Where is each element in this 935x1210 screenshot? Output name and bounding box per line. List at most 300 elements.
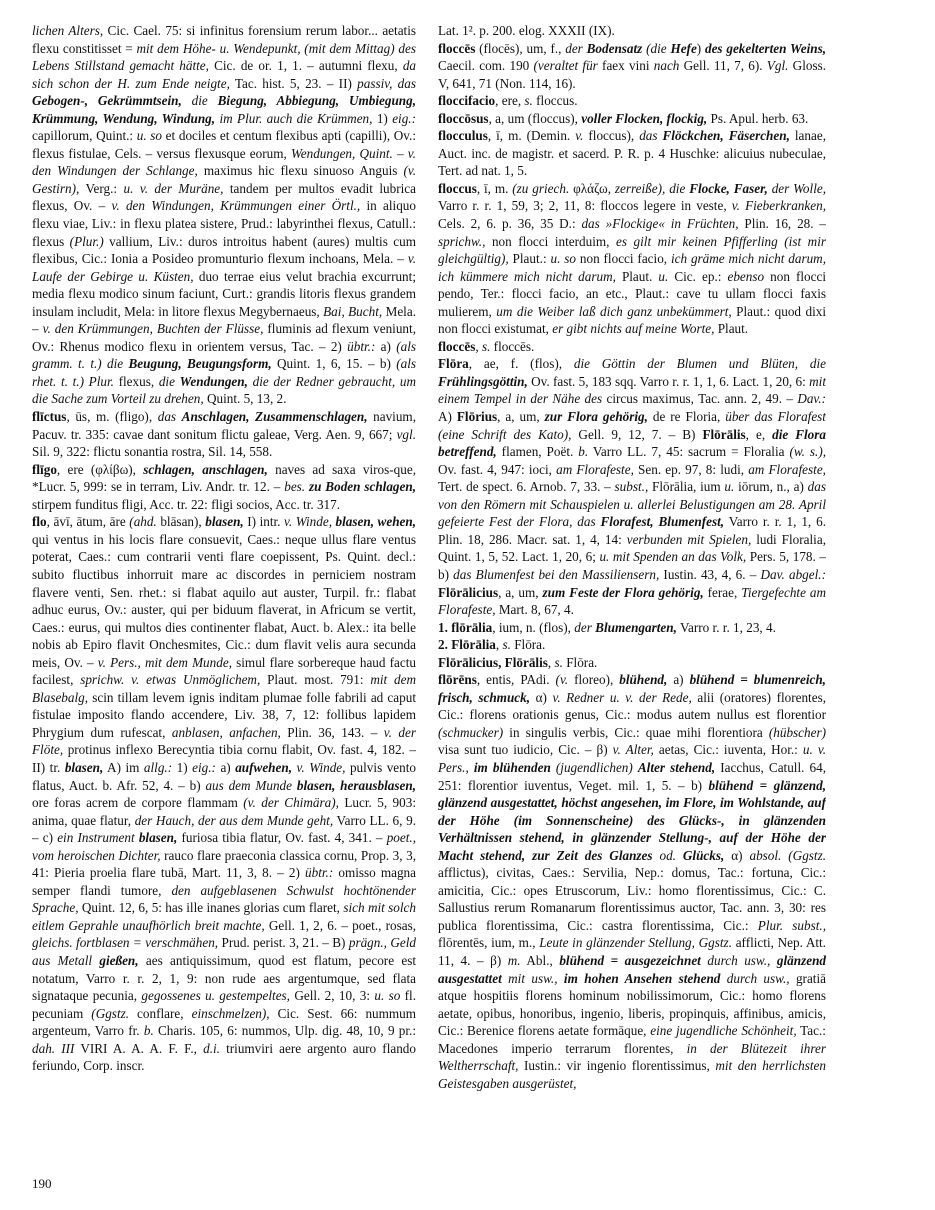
entry-text-run: alii (oratores) florentes, Cic.: florens orationis genus, Cic.: modus autem nullus est florentior xyxy=(438,689,826,723)
dictionary-entry xyxy=(438,110,826,128)
entry-text-run: v. Laufe der Gebirge u. Küsten, xyxy=(32,251,416,284)
entry-text-run: mit einem Tempel in der Nähe des xyxy=(438,373,826,407)
entry-text-run: conflare, xyxy=(129,1005,192,1021)
entry-text-run: Plaut. xyxy=(615,268,659,284)
entry-text-run: Tert. de spect. 6. Arnob. 7, 33. – xyxy=(438,479,615,495)
entry-text-run: Quint. 12, 6, 5: has ille inanes glorias cum flaret, xyxy=(78,900,344,916)
entry-text-run: , xyxy=(495,637,503,653)
entry-text-run: u. xyxy=(724,479,735,495)
dictionary-entry xyxy=(438,92,826,110)
entry-text-run: Flōra. xyxy=(562,654,598,670)
entry-text-run: da sich schon der H. zum Ende neigte, xyxy=(32,58,416,91)
entry-text-run: Verg.: xyxy=(79,180,124,196)
entry-text-run: blühend = glänzend, glänzend ausgestattet, höchst angesehen, im Flore, im Wohlstande, auf der Höhe (im Sonnenscheine) des Glücks-, in glänzenden Verhältnissen stehend, in glänzender Stellung-, auf der Höhe der Macht stehend, zur Zeit des Glanzes xyxy=(438,777,826,863)
entry-text-run: α) xyxy=(530,689,553,705)
entry-text-run: Flōrālicius xyxy=(438,584,499,600)
entry-text-run: v. den Krümmungen, Buchten der Flüsse, xyxy=(42,321,264,337)
entry-text-run: Cic. ep.: xyxy=(668,268,728,284)
entry-headword: Flōra xyxy=(438,356,469,372)
entry-text-run: Ov. fast. 4, 947: ioci, xyxy=(438,461,557,477)
entry-text-run: Tac.: Macedones imperio terrarum florentes, xyxy=(438,1023,826,1056)
entry-text-run: , a, um (floccus), xyxy=(488,110,582,126)
entry-text-run: duo terrae eius velut brachia excurrunt; media flexu modico sinum faciunt, Curt.: grandis litoris flexus grandem insulam includit, Mela: in litore flexus Megybernaeus, xyxy=(32,268,416,319)
left-column xyxy=(32,22,416,1177)
entry-text-run: flexus, xyxy=(113,373,159,389)
entry-text-run: aus dem Munde xyxy=(205,777,293,793)
entry-headword: flōrēns xyxy=(438,672,477,688)
entry-text-run: blühend = ausgezeichnet xyxy=(559,952,701,968)
entry-text-run: (Ggstz. xyxy=(91,1005,130,1021)
entry-text-run: (ahd. xyxy=(129,514,157,530)
entry-text-run: er gibt nichts auf meine Worte, xyxy=(552,321,715,337)
entry-text-run: blasen, xyxy=(205,514,244,530)
entry-text-run: Flōrālia, ium xyxy=(648,479,725,495)
entry-text-run: rauco flare praeconia classica cornu, Prop. 3, 3, 41: Pieria proelia flare tubā, Mart. 11, 3, 8. – 2) xyxy=(32,847,416,881)
entry-text-run: fl. pecuniam xyxy=(32,988,416,1021)
entry-text-run: blasen, wehen, xyxy=(335,514,416,530)
entry-text-run: Cic. Cael. 75: si infinitus forensium rerum labor... aetatis flexu constitisset = xyxy=(32,23,416,56)
entry-text-run: durch usw., xyxy=(726,970,790,986)
entry-text-run: das xyxy=(639,128,658,144)
entry-text-run: , a, um, xyxy=(498,584,543,600)
entry-text-run: VIRI A. A. A. F. F., xyxy=(74,1040,204,1056)
entry-text-run: Plin. 36, 143. – xyxy=(280,724,384,740)
entry-text-run: die der Redner gebraucht, um die Sache zum Vorteil zu drehen, xyxy=(32,373,416,407)
entry-text-run: lanae, Auct. inc. de magistr. et sacerd. P. R. p. 4 Huschke: alicuius nubeculae, Tert. ad nat. 1, 5. xyxy=(438,128,826,179)
entry-text-run: Plaut.: xyxy=(508,251,551,267)
entry-text-run: das Blumenfest bei den Massiliensern, xyxy=(453,566,660,582)
entry-text-run: vgl. xyxy=(396,426,416,442)
entry-text-run: Gloss. V, 641, 71 (Non. 114, 16). xyxy=(438,58,826,91)
entry-headword: floccus xyxy=(438,180,477,196)
entry-text-run: Hefe xyxy=(670,40,697,56)
entry-text-run: furiosa tibia flatur, Ov. fast. 4, 341. – xyxy=(177,830,387,846)
entry-text-run: glänzend ausgestattet xyxy=(438,952,826,986)
entry-text-run: gleichs. fortblasen = verschmähen, xyxy=(32,935,219,951)
entry-text-run: v. Redner u. v. der Rede, xyxy=(552,689,692,705)
entry-text-run: Leute in glänzender Stellung, Ggstz. xyxy=(539,935,732,951)
entry-text-run: v. xyxy=(575,128,584,144)
entry-text-run: faex vini xyxy=(597,58,654,74)
entry-text-run: (schmucker) xyxy=(438,724,504,740)
entry-text-run: blasen, xyxy=(138,830,178,846)
entry-text-run: Vgl. xyxy=(766,58,789,74)
entry-text-run: verbunden mit Spielen, xyxy=(626,531,752,547)
entry-text-run: Quint. 5, 13, 2. xyxy=(203,391,287,407)
entry-text-run: aes antiquissimum, quod est flatum, pecore est notatum, Varro r. r. 2, 1, 9: non rude aes argentumque, sed flata signataque pecunia, xyxy=(32,952,416,1004)
entry-text-run: passiv, das xyxy=(357,75,416,91)
entry-headword: floccifacio xyxy=(438,93,496,109)
entry-text-run: Bodensatz xyxy=(586,40,643,56)
entry-text-run: protinus inflexo Berecyntia tibia cornu flabit, Ov. fast. 4, 182. – II) tr. xyxy=(32,742,416,775)
entry-text-run: Mart. 8, 67, 4. xyxy=(495,602,574,618)
entry-headword: Flōrālicius, Flōrālis xyxy=(438,654,548,670)
entry-text-run: , ī, m. xyxy=(476,180,513,196)
entry-text-run: (veraltet für xyxy=(533,58,598,74)
dictionary-entry xyxy=(438,636,826,654)
entry-text-run: Plaut.: quod dixi non flocci existumat, xyxy=(438,303,826,337)
entry-text-run: qui ventus in his locis flare consuevit, Caes.: neque ullus flare ventus poterat, Caes.: cum contrarii venti flare coepissent, Ps. Quint. decl.: subito fluctibus inhorruit mare ac discordes in perniciem nostram flavere venti, Sen. rhet.: si flabat aquilo aut auster, Turpil. fr.: flabat adhuc eurus, Ov.: auster, qui per biduum flaverat, in Africum se vertit, Caes.: eurus, qui multos dies continenter flabat, Auct. b. Alex.: ita belle nobis ab Epiro flavit Onchesmites, Cic.: dum flavit velis aura secunda meis, Ov. – xyxy=(32,531,416,670)
entry-text-run: 1) xyxy=(172,759,193,775)
entry-text-run: Blumengarten, xyxy=(595,619,677,635)
entry-text-run: , ere (φλίβω), xyxy=(56,461,144,477)
entry-text-run: am Florafeste, xyxy=(748,461,826,477)
entry-text-run: Florafest, Blumenfest, xyxy=(600,514,725,530)
entry-text-run: φλάζω, xyxy=(569,180,615,196)
entry-text-run: Mela. – xyxy=(32,303,416,337)
entry-text-run: im blühenden xyxy=(473,759,551,775)
entry-text-run: , ere, xyxy=(495,93,525,109)
entry-text-run: über das Florafest (eine Schrift des Kato), xyxy=(438,409,826,442)
entry-text-run: (Plur.) xyxy=(69,233,104,249)
entry-text-run: mit dem Blasebalg, xyxy=(32,672,416,705)
entry-text-run: maximus hic flexu sinuoso Anguis xyxy=(197,163,404,179)
entry-text-run: b. xyxy=(143,1023,154,1039)
entry-text-run: a) xyxy=(215,759,236,775)
entry-headword: flo xyxy=(32,514,47,530)
entry-text-run: (die xyxy=(646,40,667,56)
entry-text-run: triumviri aere argento auro flando feriundo, Corp. inscr. xyxy=(32,1040,416,1074)
entry-text-run: naves ad saxa viros-que, *Lucr. 5, 999: se in terram, Liv. Andr. tr. 12. – xyxy=(32,461,416,495)
entry-headword: flīgo xyxy=(32,461,57,477)
entry-text-run: Pers. 5, 178. – b) xyxy=(438,549,826,582)
entry-text-run: am Florafeste, xyxy=(556,461,634,477)
entry-text-run: es gilt mir keinen Pfifferling (ist mir gleichgültig), xyxy=(438,233,826,267)
entry-text-run: Plaut. most. 791: xyxy=(260,672,371,688)
entry-text-run: subst., xyxy=(614,479,649,495)
entry-text-run: Iacchus, Catull. 64, 251: florentior iuventus, Veget. mil. 1, 5. – b) xyxy=(438,759,826,793)
entry-text-run: A) xyxy=(438,409,457,425)
entry-text-run: blühend = blumenreich, frisch, schmuck, xyxy=(438,672,826,705)
entry-text-run: b. xyxy=(578,444,589,460)
entry-text-run: Anschlagen, Zusammenschlagen, xyxy=(181,409,368,425)
entry-text-run: zerreiße), die xyxy=(614,180,686,196)
entry-headword: floccēs xyxy=(438,40,476,56)
entry-text-run: in der Blütezeit ihrer Weltherrschaft, xyxy=(438,1040,826,1074)
entry-text-run: Varro r. r. 1, 23, 4. xyxy=(676,619,776,635)
entry-text-run: im Plur. auch die Krümmen, xyxy=(219,110,373,126)
entry-text-run: (jugendlichen) xyxy=(555,759,633,775)
entry-text-run: blühend, xyxy=(619,672,668,688)
entry-text-run: (w. s.), xyxy=(789,444,826,460)
entry-text-run: 1) xyxy=(372,110,393,126)
entry-text-run: tandem per multos evadit lubrica flexus, Ov. – xyxy=(32,180,416,214)
entry-text-run: floccēs. xyxy=(490,338,535,354)
entry-text-run: , ūs, m. (fligo), xyxy=(66,409,158,425)
entry-text-run: blāsan), xyxy=(156,514,206,530)
entry-text-run: v. Winde, xyxy=(284,514,332,530)
dictionary-entry xyxy=(32,408,416,461)
entry-text-run: bes. xyxy=(284,479,306,495)
entry-text-run: u. so xyxy=(374,988,401,1004)
entry-text-run: absol. (Ggstz. xyxy=(749,847,826,863)
entry-text-run: de re Floria, xyxy=(647,409,726,425)
entry-text-run: eig.: xyxy=(392,110,416,126)
entry-text-run: aetas, Cic.: iuventa, Hor.: xyxy=(653,742,803,758)
entry-text-run: ore foras acrem de corpore flammam xyxy=(32,795,244,811)
entry-text-run: Iustin. 43, 4, 6. – xyxy=(659,566,761,582)
entry-text-run: lichen Alters, xyxy=(32,23,104,38)
entry-text-run: Abl., xyxy=(520,952,560,968)
entry-text-run: a) xyxy=(667,672,690,688)
entry-text-run: ebenso xyxy=(727,268,765,284)
entry-text-run: Biegung, Abbiegung, Umbiegung, Krümmung, Wendung, Windung, xyxy=(32,93,416,126)
entry-text-run: Sil. 9, 322: flictu sonantia rostra, Sil. 14, 558. xyxy=(32,444,273,460)
dictionary-entry xyxy=(32,22,416,408)
entry-text-run: ich gräme mich nicht darum, ich kümmere mich nicht darum, xyxy=(438,251,826,284)
entry-text-run: u. xyxy=(658,268,669,284)
entry-text-run: Varro r. r. 1, 1, 6. Plin. 18, 286. Macr. sat. 1, 4, 14: xyxy=(438,514,826,547)
entry-text-run: dah. III xyxy=(32,1040,75,1056)
dictionary-entry xyxy=(32,461,416,514)
entry-text-run: einschmelzen), xyxy=(191,1005,270,1021)
entry-text-run: (als gramm. t. t.) die xyxy=(32,338,416,372)
entry-text-run: prägn., Geld aus Metall xyxy=(32,935,416,968)
entry-text-run: Flōrālis xyxy=(702,426,746,442)
entry-text-run: a) xyxy=(375,338,397,354)
entry-text-run: pulvis vento flatus, Auct. b. Afr. 52, 4. – b) xyxy=(32,759,416,793)
entry-text-run: s. xyxy=(481,338,491,354)
entry-text-run: ludi Floralia, Quint. 1, 5, 52. Lact. 1, 20, 6; xyxy=(438,531,826,565)
entry-text-run: Gell. 11, 7, 6). xyxy=(679,58,767,74)
entry-text-run: zur Flora gehörig, xyxy=(544,409,648,425)
entry-text-run: Flōra. xyxy=(510,637,546,653)
entry-text-run: navium, Pacuv. tr. 335: cavae dant sonitum flictu galeae, Verg. Aen. 9, 667; xyxy=(32,409,416,442)
entry-text-run: zu Boden schlagen, xyxy=(308,479,416,495)
entry-text-run: Lat. 1². p. 200. elog. XXXII (IX). xyxy=(438,23,615,38)
entry-text-run: zum Feste der Flora gehörig, xyxy=(542,584,704,600)
entry-text-run: α) xyxy=(724,847,750,863)
entry-text-run: u. so xyxy=(136,128,163,144)
dictionary-entry xyxy=(438,40,826,93)
entry-text-run: od. xyxy=(659,847,676,863)
entry-text-run: et dociles et centum flexibus apti (capilli), Ov.: flexus fistulae, Cels. – versus flexusque eorum, xyxy=(32,128,416,161)
page-number: 190 xyxy=(32,1176,52,1191)
entry-text-run: Frühlingsgöttin, xyxy=(438,373,528,389)
entry-text-run: schlagen, anschlagen, xyxy=(143,461,268,477)
entry-text-run: Sen. ep. 97, 8: ludi, xyxy=(633,461,749,477)
entry-text-run: iōrum, n., a) xyxy=(734,479,808,495)
dictionary-entry xyxy=(438,338,826,356)
dictionary-entry xyxy=(32,513,416,1075)
entry-text-run: die Göttin der Blumen und Blüten, die xyxy=(573,356,826,372)
entry-text-run: Gebogen-, Gekrümmtsein, xyxy=(32,93,182,109)
dictionary-entry xyxy=(438,355,826,618)
entry-text-run: Gell. 9, 12, 7. – B) xyxy=(571,426,703,442)
entry-text-run: , xyxy=(547,654,555,670)
entry-text-run: Quint. 1, 6, 15. – b) xyxy=(271,356,397,372)
entry-text-run: v. den Windungen, Krümmungen einer Örtl., xyxy=(111,198,361,214)
entry-text-run: durch usw., xyxy=(707,952,771,968)
entry-text-run: nach xyxy=(653,58,680,74)
entry-text-run: aufwehen, xyxy=(235,759,292,775)
entry-text-run: , e, xyxy=(745,426,773,442)
entry-text-run: Lucr. 5, 903: anima, quae flatur, xyxy=(32,795,416,828)
entry-text-run: übtr.: xyxy=(305,865,334,881)
entry-text-run: das von den Römern mit Schauspielen u. allerlei Belustigungen am 28. April gefeierte Fest der Flora, das xyxy=(438,479,826,530)
entry-text-run: s. xyxy=(502,637,511,653)
right-column xyxy=(438,22,826,1194)
entry-text-run: stirpem funditus fligi, Acc. tr. 22: fligi socios, Acc. tr. 317. xyxy=(32,496,341,512)
entry-text-run: (v. xyxy=(555,672,569,688)
entry-text-run: in aliquo flexu viae, Liv.: in flexu platea sistere, Prud.: labyrinthei flexus, Catull.: flexus xyxy=(32,198,416,249)
entry-text-run: Wendungen, Quint. – v. den Windungen der Schlange, xyxy=(32,145,416,179)
entry-text-run: vallium, Liv.: duros introitus habent (aures) multis cum flexibus, Cic.: Ionia a Posideo promunturio flexum inchoans, Mela. – xyxy=(32,233,416,267)
entry-headword: flocculus xyxy=(438,128,488,144)
entry-text-run: Cels. 2, 6. p. 36, 35 D.: xyxy=(438,216,582,232)
entry-text-run: afflictus), civitas, Caes.: Servilia, Nep.: domus, Tac.: fortuna, Cic.: amicitia, Cic.: opes Etruscorum, Liv.: homo florentissimus, Cic.: C. Sallustius rerum Romanarum florentissimus auctor, Tac. ann. 3, 30: res publica florentissima, Cic.: castra florentissima, Cic.: xyxy=(438,865,826,933)
dictionary-entry xyxy=(438,654,826,672)
entry-text-run: Beugung, Beugungsform, xyxy=(128,356,272,372)
entry-text-run xyxy=(208,93,218,108)
entry-text-run: , āvī, ātum, āre xyxy=(46,514,130,530)
entry-text-run: Gell. 2, 10, 3: xyxy=(289,988,375,1004)
entry-headword: floccēs xyxy=(438,338,476,354)
entry-text-run: den aufgeblasenen Schwulst hochtönender Sprache, xyxy=(32,882,416,916)
entry-text-run: die xyxy=(158,373,175,389)
entry-text-run: v. der Flöte, xyxy=(32,724,416,758)
entry-text-run: circus maximus, Tac. ann. 2, 49. – xyxy=(602,391,798,407)
entry-text-run: Ov. fast. 5, 183 sqq. Varro r. r. 1, 1, 6. Lact. 1, 20, 6: xyxy=(527,373,810,389)
entry-text-run: , ae, f. (flos), xyxy=(468,356,574,372)
entry-headword: 1. flōrālia xyxy=(438,619,493,635)
entry-text-run: (v. der Chimära), xyxy=(243,795,339,811)
entry-text-run: des gekelterten Weins, xyxy=(704,40,826,56)
entry-text-run: afflicti, Nep. Att. 11, 4. – β) xyxy=(438,935,826,968)
entry-text-run: , a, um, xyxy=(497,409,545,425)
entry-text-run: Cic. Sest. 66: nummum argenteum, Varro fr. xyxy=(32,1005,416,1039)
entry-text-run: capillorum, Quint.: xyxy=(32,128,137,144)
entry-text-run: u. v. der Muräne, xyxy=(123,180,224,196)
dictionary-entry xyxy=(438,180,826,338)
entry-text-run: in singulis verbis, Cic.: quae mihi florentiora xyxy=(503,724,769,740)
entry-text-run: Glücks, xyxy=(682,847,725,863)
dictionary-entry xyxy=(438,619,826,637)
entry-text-run: der Hauch, der aus dem Munde geht, xyxy=(134,812,334,828)
entry-text-run: fluminis ad flexum veniunt, Ov.: Rhenus modico flexu in orientem versus, Tac. – 2) xyxy=(32,321,416,354)
entry-text-run: der xyxy=(574,619,592,635)
entry-text-run: , entis, PAdi. xyxy=(476,672,556,688)
entry-text-run: mit usw., xyxy=(508,970,558,986)
entry-text-run: Tac. hist. 5, 23. – II) xyxy=(229,75,358,91)
entry-text-run: gegossenes u. gestempeltes, xyxy=(141,988,290,1004)
entry-text-run: Caecil. com. 190 xyxy=(438,58,534,74)
entry-text-run: ferae, xyxy=(703,584,742,600)
entry-text-run: omisso magna semper flandi tumore, xyxy=(32,865,416,898)
entry-text-run: sich mit solch eitlem Geprahle unaufhörlich breit machte, xyxy=(32,900,416,933)
entry-text-run: , ium, n. (flos), xyxy=(492,619,575,635)
entry-text-run: gießen, xyxy=(99,952,139,968)
entry-text-run xyxy=(676,848,683,863)
dictionary-entry xyxy=(438,671,826,1092)
entry-text-run: Alter stehend, xyxy=(637,759,716,775)
entry-text-run: Prud. perist. 3, 21. – B) xyxy=(218,935,349,951)
entry-text-run: v. Fieberkranken, xyxy=(731,198,826,214)
entry-text-run: flōrentēs, ium, m., xyxy=(438,935,540,951)
entry-text-run: Wendungen, xyxy=(179,373,248,389)
entry-text-run: blasen, herausblasen, xyxy=(296,777,416,793)
entry-text-run: Iustin.: vir ingenio florentissimus, xyxy=(518,1058,716,1074)
entry-text-run: floreo), xyxy=(568,672,620,688)
entry-text-run: non flocci interduim, xyxy=(485,233,616,249)
entry-text-run: visa sunt tuo iudicio, Cic. – β) xyxy=(438,742,613,758)
entry-text-run: flamen, Poët. xyxy=(496,444,579,460)
entry-text-run: Bai, Bucht, xyxy=(323,303,383,319)
entry-text-run: ) xyxy=(696,40,705,56)
entry-text-run: (hübscher) xyxy=(768,724,826,740)
entry-text-run: (flocēs), um, f., xyxy=(475,40,566,56)
entry-headword: flīctus xyxy=(32,409,67,425)
entry-text-run: Gell. 1, 2, 6. – poet., rosas, xyxy=(264,917,416,933)
entry-text-run: non flocci facio, xyxy=(576,251,671,267)
entry-text-run: die Flora betreffend, xyxy=(438,426,826,460)
entry-text-run xyxy=(182,93,192,108)
entry-text-run: floccus), xyxy=(583,128,640,144)
entry-text-run: im hohen Ansehen stehend xyxy=(563,970,721,986)
entry-text-run: simul flare sorbereque haud factu facilest, xyxy=(32,654,416,688)
entry-text-run: der Wolle, xyxy=(771,180,826,196)
entry-text-run: übtr.: xyxy=(347,338,376,354)
entry-text-run: Ps. Apul. herb. 63. xyxy=(707,110,809,126)
entry-text-run: die xyxy=(191,93,208,109)
entry-text-run: eig.: xyxy=(192,759,216,775)
entry-text-run: Plin. 16, 28. – xyxy=(738,216,826,232)
entry-text-run: ein Instrument xyxy=(57,830,135,846)
entry-text-run: A) im xyxy=(103,759,144,775)
entry-text-run: Flöckchen, Fäserchen, xyxy=(662,128,790,144)
entry-text-run: sprichw., xyxy=(438,233,486,249)
entry-text-run: blasen, xyxy=(64,759,104,775)
entry-text-run: u. v. Pers., xyxy=(438,742,826,775)
entry-text-run: Charis. 105, 6: nummos, Ulp. dig. 48, 10, 9 pr.: xyxy=(153,1023,416,1039)
entry-text-run: Plur. subst., xyxy=(757,917,826,933)
entry-headword: floccōsus xyxy=(438,110,489,126)
entry-text-run: allg.: xyxy=(143,759,173,775)
entry-text-run: s. xyxy=(524,93,533,109)
entry-text-run: non flocci pendo, Ter.: flocci facio, an etc., Plaut.: cave tu ullam flocci faxis mulierem, xyxy=(438,268,826,319)
entry-text-run: m. xyxy=(507,952,521,968)
entry-text-run: anblasen, anfachen, xyxy=(171,724,281,740)
entry-text-run: Dav.: xyxy=(797,391,826,407)
entry-text-run: Varro r. r. 1, 59, 3; 2, 11, 8: floccos legere in veste, xyxy=(438,198,732,214)
entry-text-run: s. xyxy=(554,654,563,670)
entry-text-run: u. mit Spenden an das Volk, xyxy=(599,549,747,565)
entry-text-run: d.i. xyxy=(203,1040,220,1056)
dictionary-entry xyxy=(438,127,826,180)
entry-text-run: das »Flockige« in Früchten, xyxy=(581,216,739,232)
entry-text-run: (als rhet. t. t.) Plur. xyxy=(32,356,416,389)
entry-text-run: um die Weiber laß dich ganz unbekümmert, xyxy=(496,303,732,319)
entry-text-run: eine jugendliche Schönheit, xyxy=(650,1023,797,1039)
entry-text-run: , ī, m. (Demin. xyxy=(487,128,576,144)
entry-text-run: Flōrius xyxy=(456,409,498,425)
entry-text-run: Varro LL. 7, 45: sacrum = Floralia xyxy=(588,444,790,460)
entry-text-run: scin tillam levem ignis inditam plumae folle fabrili ad caput fistulae imposito flando accendere, Liv. 38, 7, 12: follibus lapidem Phrygium dum rufescat, xyxy=(32,689,416,740)
entry-text-run: mit den herrlichsten Geistesgaben ausgerüstet, xyxy=(438,1058,826,1091)
entry-text-run: das xyxy=(157,409,177,425)
entry-text-run: poet., vom heroischen Dichter, xyxy=(32,830,416,863)
entry-text-run: (v. Gestirn), xyxy=(32,163,416,196)
entry-text-run: Varro LL. 6, 9. – c) xyxy=(32,812,416,846)
entry-text-run: u. so xyxy=(550,251,577,267)
entry-text-run: I) intr. xyxy=(243,514,285,530)
entry-text-run: mit dem Höhe- u. Wendepunkt, (mit dem Mittag) des Lebens Stillstand gemacht hätte, xyxy=(32,40,416,74)
entry-text-run: Dav. abgel.: xyxy=(760,566,826,582)
entry-text-run: v. Winde, xyxy=(296,759,346,775)
dictionary-entry xyxy=(438,22,826,40)
entry-text-run: v. Alter, xyxy=(612,742,654,758)
entry-text-run: sprichw. v. etwas Unmöglichem, xyxy=(80,672,261,688)
